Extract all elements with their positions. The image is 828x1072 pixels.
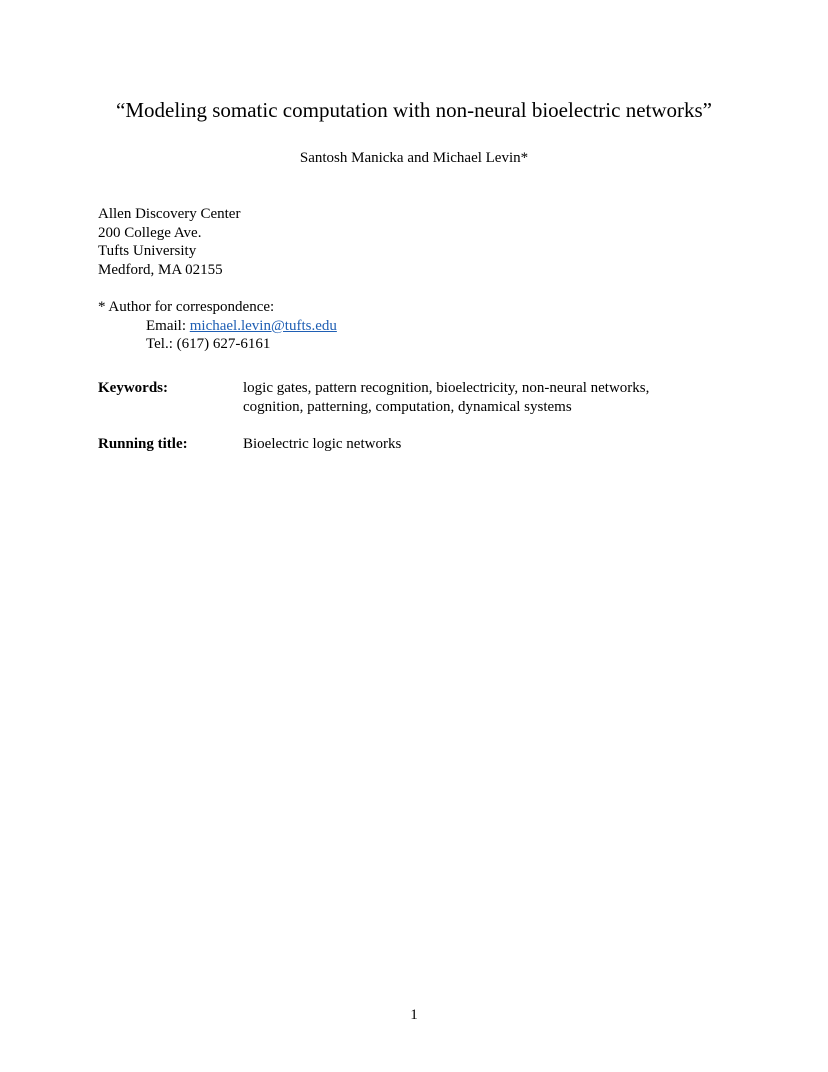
- running-title-label: Running title:: [98, 436, 188, 452]
- affiliation-line: 200 College Ave.: [98, 224, 202, 241]
- affiliation-line: Medford, MA 02155: [98, 261, 223, 278]
- paper-title: “Modeling somatic computation with non-neural bioelectric networks”: [116, 98, 712, 122]
- correspondence-heading: * Author for correspondence:: [98, 299, 275, 315]
- keywords-value: logic gates, pattern recognition, bioelectricity, non-neural networks, cognition, patterning, computation, dynamical systems: [243, 380, 650, 415]
- affiliation-line: Tufts University: [98, 243, 197, 259]
- email-line: [98, 317, 337, 336]
- correspondence-block: [98, 298, 337, 354]
- keywords-label: Keywords:: [98, 380, 168, 396]
- keywords-row: [98, 379, 713, 417]
- affiliation-line: Allen Discovery Center: [98, 206, 241, 222]
- author-list: Santosh Manicka and Michael Levin*: [299, 150, 529, 166]
- affiliation-block: [98, 205, 240, 279]
- email-label: Email:: [146, 317, 190, 334]
- running-title-row: [98, 435, 713, 454]
- running-title-value: Bioelectric logic networks: [243, 436, 402, 452]
- telephone-line: Tel.: (617) 627-6161: [146, 336, 271, 352]
- email-link[interactable]: michael.levin@tufts.edu: [189, 317, 337, 334]
- page-number: 1: [410, 1007, 418, 1023]
